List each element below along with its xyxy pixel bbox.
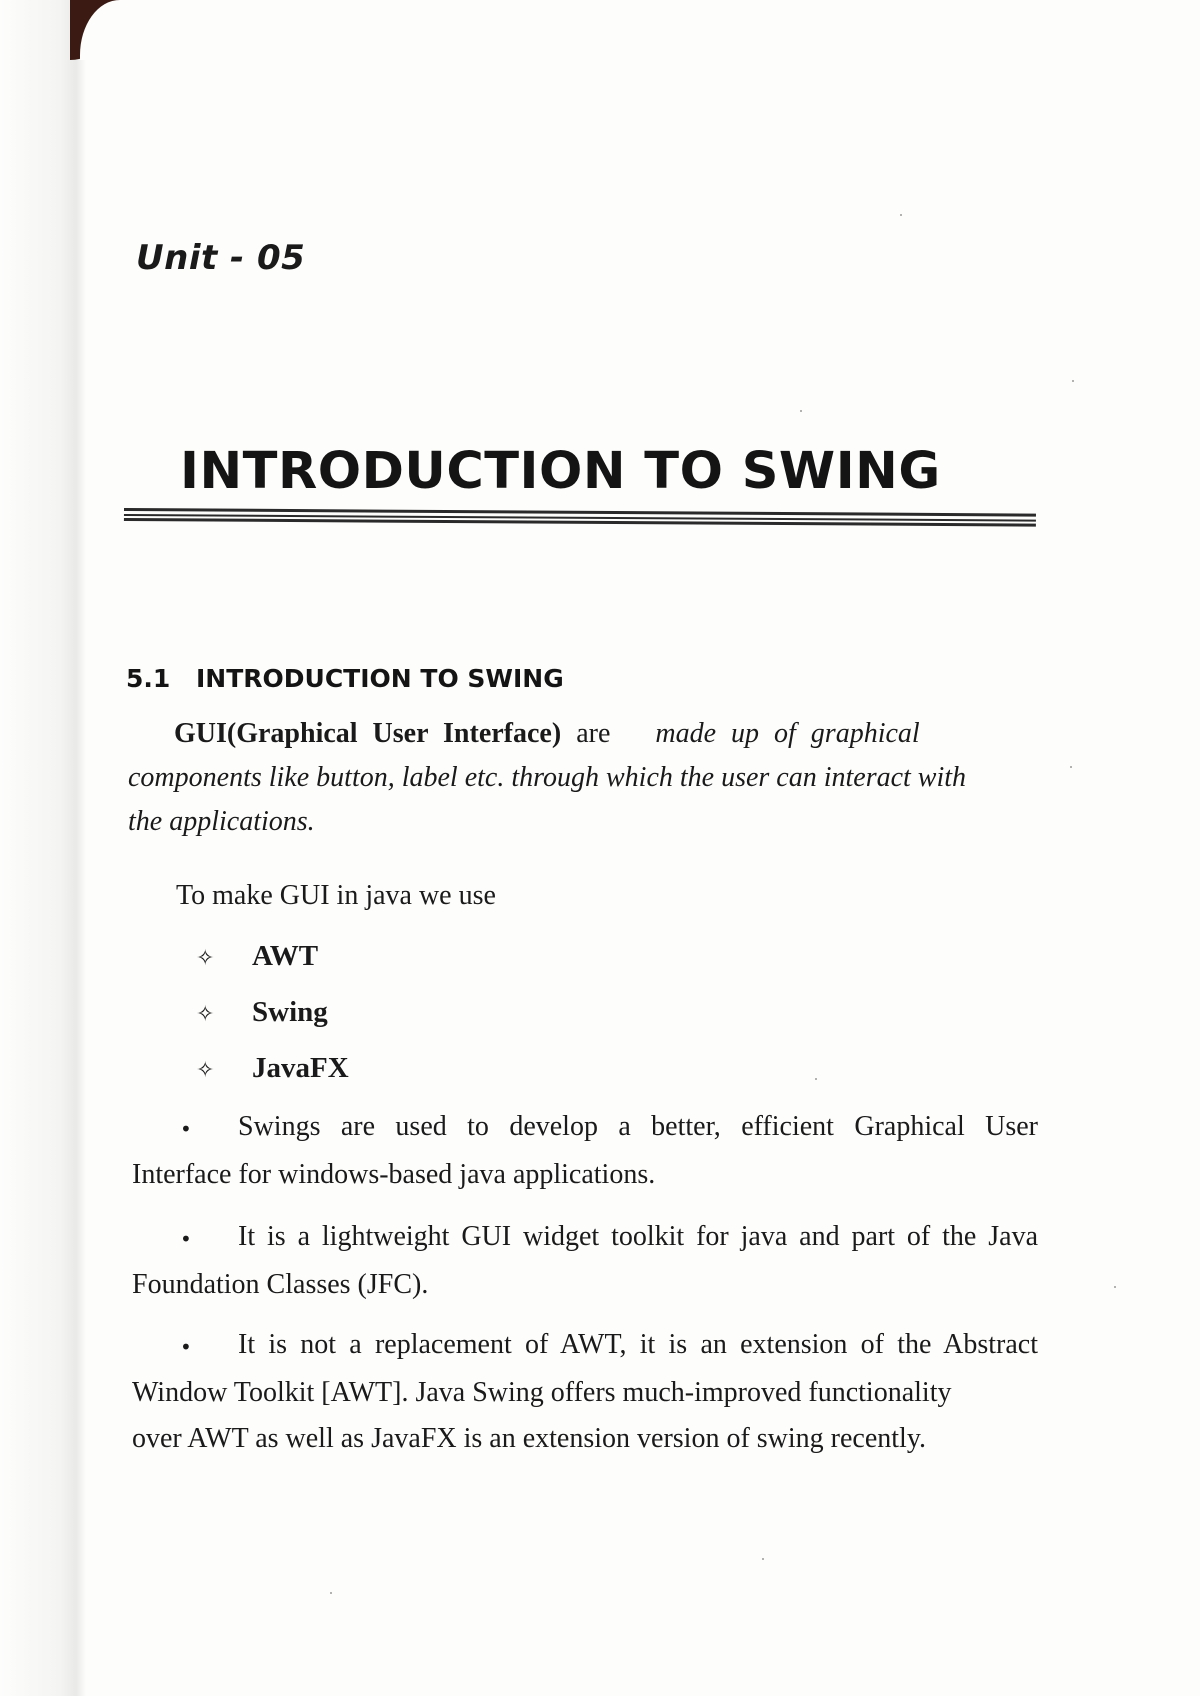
intro-italic-1: made up of graphical	[655, 718, 920, 749]
list-item	[196, 1046, 349, 1102]
section-number: 5.1	[126, 664, 171, 693]
scan-speck	[1072, 380, 1074, 382]
bullet-paragraph-3	[132, 1322, 1038, 1462]
scanned-book-edge	[0, 0, 86, 1696]
title-underline-rule	[124, 508, 1036, 528]
bullet-line	[132, 1104, 1038, 1152]
bullet-text: It is a lightweight GUI widget toolkit for java and part of the Java	[238, 1221, 1038, 1252]
scan-speck	[762, 1558, 764, 1560]
section-heading	[126, 664, 564, 693]
intro-line-1	[128, 712, 1040, 756]
intro-line-2: components like button, label etc. through which the user can interact with	[128, 762, 967, 793]
intro-line-3: the applications.	[128, 806, 315, 837]
gui-toolkit-list	[196, 934, 349, 1102]
diamond-bullet-icon: ✧	[196, 946, 215, 971]
bullet-dot-icon: •	[180, 1334, 192, 1359]
bullet-paragraph-2	[132, 1214, 1038, 1308]
bullet-dot-icon: •	[180, 1226, 192, 1251]
scan-speck	[330, 1592, 332, 1594]
bullet-dot-icon: •	[180, 1116, 192, 1141]
page-corner-shadow	[70, 0, 120, 60]
scan-speck	[800, 410, 802, 412]
bullet-line	[132, 1214, 1038, 1262]
intro-lead-plain: are	[561, 718, 611, 749]
chapter-title: INTRODUCTION TO SWING	[180, 442, 941, 501]
section-title: INTRODUCTION TO SWING	[196, 664, 564, 693]
list-item	[196, 934, 349, 990]
intro-lead-bold: GUI(Graphical User Interface)	[174, 718, 562, 749]
tool-name: Swing	[252, 996, 328, 1028]
tool-name: AWT	[252, 940, 319, 972]
bullet-paragraph-1	[132, 1104, 1038, 1198]
list-item	[196, 990, 349, 1046]
bullet-line: Interface for windows-based java applications.	[132, 1158, 656, 1190]
intro-paragraph	[128, 712, 1040, 844]
bullet-text: Swings are used to develop a better, efficient Graphical User	[238, 1111, 1038, 1142]
bullet-line: Window Toolkit [AWT]. Java Swing offers much-improved functionality	[132, 1376, 952, 1408]
bullet-line: Foundation Classes (JFC).	[132, 1268, 429, 1300]
make-gui-text: To make GUI in java we use	[176, 880, 496, 911]
unit-label: Unit - 05	[136, 238, 306, 278]
scan-speck	[815, 1078, 817, 1080]
bullet-text: It is not a replacement of AWT, it is an extension of the Abstract	[238, 1329, 1038, 1360]
scan-speck	[1114, 1286, 1116, 1288]
bullet-line	[132, 1322, 1038, 1370]
diamond-bullet-icon: ✧	[196, 1002, 215, 1027]
scan-speck	[900, 214, 902, 216]
scan-speck	[1070, 766, 1072, 768]
tool-name: JavaFX	[252, 1052, 349, 1084]
bullet-line: over AWT as well as JavaFX is an extension version of swing recently.	[132, 1422, 927, 1454]
diamond-bullet-icon: ✧	[196, 1058, 215, 1083]
